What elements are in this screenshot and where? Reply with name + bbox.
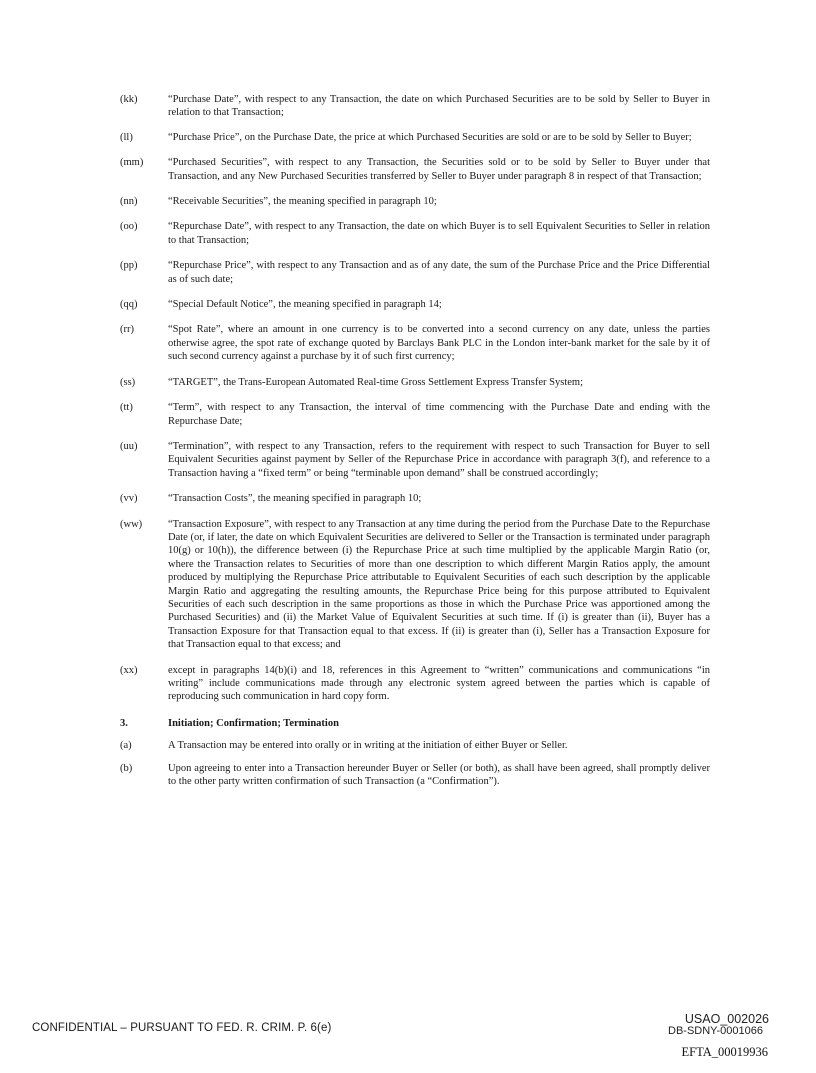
- definition-uu: [120, 440, 710, 480]
- section-title: Initiation; Confirmation; Termination: [168, 717, 339, 729]
- item-text: “TARGET”, the Trans-European Automated Real-time Gross Settlement Express Transfer System;: [168, 376, 584, 388]
- item-label: (vv): [120, 493, 138, 505]
- item-label: (pp): [120, 260, 138, 272]
- bates-usao: USAO_002026: [684, 1012, 769, 1026]
- item-label: (oo): [120, 221, 138, 233]
- item-label: (tt): [120, 402, 133, 414]
- item-text: “Purchased Securities”, with respect to any Transaction, the Securities sold or to be sold by Seller to Buyer under that Transaction, and any New Purchased Securities transferred by Seller to Buyer under paragraph 8 in respect of that Transaction;: [168, 157, 710, 182]
- item-label: (nn): [120, 196, 138, 208]
- item-text: “Termination”, with respect to any Transaction, refers to the requirement with respect to such Transaction for Buyer to sell Equivalent Securities against payment by Seller of the Repurchase Price in accordance with paragraph 3(f), and reference to a Transaction having a “fixed term” or being “terminable upon demand” shall be construed accordingly;: [168, 440, 710, 479]
- item-label: (kk): [120, 94, 138, 105]
- item-label: (qq): [120, 299, 138, 311]
- bates-db: DB-SDNY-0001066: [668, 1025, 763, 1037]
- definition-xx: [120, 664, 710, 704]
- section-number: 3.: [120, 717, 128, 729]
- item-text: “Term”, with respect to any Transaction, the interval of time commencing with the Purchase Date and ending with the Repurchase Date;: [168, 402, 710, 427]
- definition-rr: [120, 323, 710, 363]
- item-label: (uu): [120, 440, 138, 452]
- item-label: (ss): [120, 376, 136, 388]
- bates-efta: EFTA_00019936: [681, 1045, 768, 1059]
- item-text: A Transaction may be entered into orally or in writing at the initiation of either Buyer or Seller.: [168, 740, 568, 752]
- item-text: “Spot Rate”, where an amount in one currency is to be converted into a second currency on any date, unless the parties otherwise agree, the spot rate of exchange quoted by Barclays Bank PLC in the London inter-bank market for the sale by it of such second currency against a purchase by it of such first currency;: [168, 324, 710, 363]
- section-item-b: [120, 762, 710, 789]
- item-text: “Repurchase Price”, with respect to any Transaction and as of any date, the sum of the Purchase Price and the Price Differential as of such date;: [168, 260, 710, 285]
- definition-nn: [120, 195, 710, 208]
- item-text: “Repurchase Date”, with respect to any Transaction, the date on which Buyer is to sell Equivalent Securities to Seller in relation to that Transaction;: [168, 221, 710, 246]
- item-label: (a): [120, 740, 132, 752]
- item-text: “Purchase Price”, on the Purchase Date, the price at which Purchased Securities are sold or are to be sold by Seller to Buyer;: [168, 131, 692, 143]
- item-text: “Transaction Exposure”, with respect to any Transaction at any time during the period from the Purchase Date to the Repurchase Date (or, if later, the date on which Equivalent Securities are delivered to Seller or the Transaction is terminated under paragraph 10(g) or 10(h)), the difference between (i) the Repurchase Price at such time multiplied by the applicable Margin Ratio (or, where the Transaction relates to Securities of more than one description to which different Margin Ratios apply, the amount produced by multiplying the Repurchase Price attributable to Equivalent Securities of each such description by the applicable Margin Ratio and aggregating the resulting amounts, the Repurchase Price being for this purpose attributed to Equivalent Securities of each such description in the same proportions as those in which the Purchase Price was apportioned among the Purchased Securities) and (ii) the Market Value of Equivalent Securities at such time. If (i) is greater than (ii), Buyer has a Transaction Exposure for that Transaction equal to that excess. If (ii) is greater than (i), Seller has a Transaction Exposure for that Transaction equal to that excess; and: [168, 518, 710, 651]
- definition-tt: [120, 401, 710, 428]
- section-item-a: [120, 739, 710, 752]
- definition-vv: [120, 492, 710, 505]
- definition-pp: [120, 259, 710, 286]
- item-label: (rr): [120, 324, 134, 336]
- definition-qq: [120, 298, 710, 311]
- item-text: “Special Default Notice”, the meaning specified in paragraph 14;: [168, 299, 442, 311]
- definition-ss: [120, 376, 710, 389]
- item-text: except in paragraphs 14(b)(i) and 18, references in this Agreement to “written” communications and communications “in writing” include communications made through any electronic system agreed between the parties which is capable of reproducing such communication in hard copy form.: [168, 664, 710, 703]
- definitions-list: [120, 93, 710, 788]
- item-text: Upon agreeing to enter into a Transaction hereunder Buyer or Seller (or both), as shall have been agreed, shall promptly deliver to the other party written confirmation of such Transaction (a “Confirmation”).: [168, 762, 710, 788]
- item-label: (ww): [120, 518, 143, 530]
- item-label: (mm): [120, 157, 144, 169]
- definition-kk: [120, 93, 710, 120]
- item-text: “Transaction Costs”, the meaning specified in paragraph 10;: [168, 493, 422, 505]
- section-heading: [120, 717, 710, 730]
- confidential-footer: CONFIDENTIAL – PURSUANT TO FED. R. CRIM. P. 6(e): [32, 1022, 332, 1034]
- item-label: (xx): [120, 664, 138, 676]
- item-label: (ll): [120, 131, 133, 143]
- item-label: (b): [120, 762, 133, 774]
- definition-ll: [120, 131, 710, 144]
- definition-ww: [120, 518, 710, 652]
- item-text: “Purchase Date”, with respect to any Transaction, the date on which Purchased Securities are to be sold by Seller to Buyer in relation to that Transaction;: [168, 94, 710, 119]
- definition-oo: [120, 220, 710, 247]
- definition-mm: [120, 156, 710, 183]
- item-text: “Receivable Securities”, the meaning specified in paragraph 10;: [168, 196, 437, 208]
